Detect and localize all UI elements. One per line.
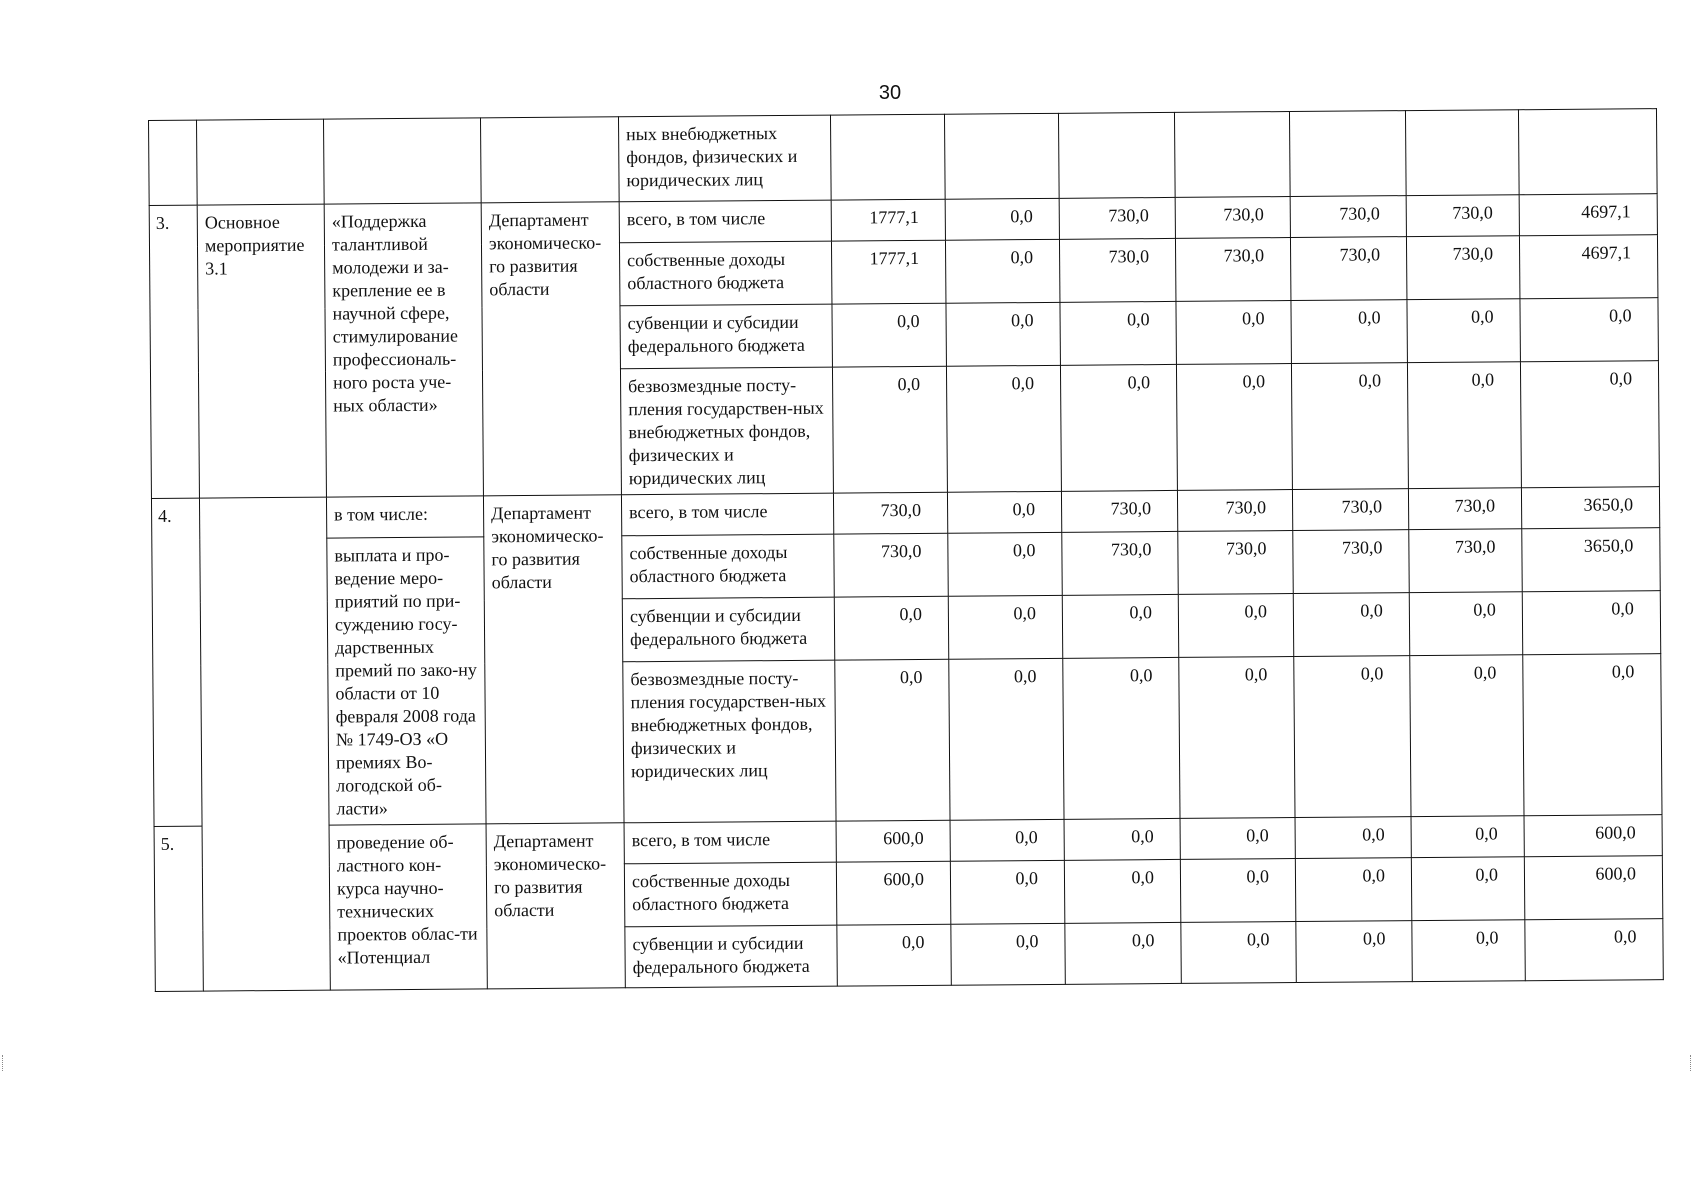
- cell-empty: [1174, 112, 1290, 198]
- cell-empty: [1518, 109, 1657, 195]
- value-cell: 0,0: [1410, 655, 1524, 817]
- value-cell: 0,0: [1520, 361, 1659, 488]
- value-cell: 3650,0: [1522, 528, 1660, 592]
- value-cell: 1777,1: [831, 199, 945, 241]
- value-cell: 0,0: [950, 819, 1064, 861]
- row-executor: Департамент экономическо-го развития области: [483, 495, 624, 824]
- row-executor: Департамент экономическо-го развития области: [486, 823, 625, 989]
- row-status: Основное мероприятие 3.1: [197, 204, 326, 498]
- value-cell: 0,0: [950, 860, 1064, 924]
- value-cell: 0,0: [1520, 298, 1658, 362]
- source-label: всего, в том числе: [621, 493, 833, 536]
- value-cell: 730,0: [833, 492, 947, 534]
- value-cell: 3650,0: [1521, 487, 1659, 529]
- row-subtitle: в том числе:: [326, 496, 483, 538]
- value-cell: 730,0: [1059, 197, 1175, 239]
- budget-table-wrapper: [148, 108, 1664, 992]
- source-label: собственные доходы областного бюджета: [622, 534, 834, 599]
- value-cell: 730,0: [1408, 488, 1521, 530]
- value-cell: 600,0: [1524, 856, 1662, 920]
- cell-empty: [323, 118, 481, 204]
- value-cell: 0,0: [1181, 922, 1296, 984]
- value-cell: 0,0: [1060, 364, 1177, 491]
- value-cell: 0,0: [1295, 858, 1411, 922]
- source-label: собственные доходы областного бюджета: [624, 862, 836, 927]
- value-cell: 0,0: [1293, 593, 1409, 657]
- cell-empty: [1405, 110, 1519, 196]
- value-cell: 0,0: [1065, 922, 1181, 984]
- value-cell: 4697,1: [1519, 194, 1657, 236]
- value-cell: 0,0: [1060, 301, 1176, 365]
- value-cell: 730,0: [834, 533, 948, 597]
- value-cell: 0,0: [1294, 656, 1411, 818]
- value-cell: 0,0: [1522, 591, 1660, 655]
- scan-margin-mark: [2, 1055, 4, 1071]
- source-label: безвозмездные посту-пления государствен-ных внебюджетных фондов, физических и юридических лиц: [620, 367, 833, 495]
- value-cell: 0,0: [1063, 657, 1180, 819]
- value-cell: 0,0: [1176, 364, 1292, 491]
- source-label: безвозмездные посту-пления государствен-ных внебюджетных фондов, физических и юридических лиц: [623, 660, 836, 823]
- value-cell: 0,0: [1180, 818, 1295, 860]
- value-cell: 0,0: [1411, 857, 1524, 921]
- value-cell: 0,0: [1180, 859, 1295, 923]
- value-cell: 0,0: [1295, 817, 1411, 859]
- cell-empty: [149, 120, 198, 205]
- row-name: выплата и про-ведение меро-приятий по при-суждению госу-дарственных премий по зако-ну области от 10 февраля 2008 года № 1749-ОЗ «О премиях Во-логодской об-ласти»: [327, 537, 486, 825]
- value-cell: 0,0: [1409, 592, 1522, 656]
- value-cell: 730,0: [1406, 236, 1519, 300]
- value-cell: 0,0: [947, 491, 1061, 533]
- value-cell: 0,0: [1407, 362, 1521, 489]
- value-cell: 730,0: [1290, 237, 1406, 301]
- cell-empty: [1289, 111, 1406, 197]
- value-cell: 0,0: [1064, 859, 1180, 923]
- value-cell: 0,0: [1411, 816, 1524, 858]
- value-cell: 0,0: [946, 365, 1061, 492]
- value-cell: 0,0: [951, 923, 1065, 985]
- value-cell: 730,0: [1406, 195, 1519, 237]
- row-index: 3.: [149, 205, 199, 498]
- page-number: 30: [878, 82, 902, 104]
- table-row: [149, 109, 1658, 206]
- value-cell: 1777,1: [831, 240, 945, 304]
- cell-empty: [197, 119, 325, 205]
- value-cell: 600,0: [836, 861, 950, 925]
- value-cell: 0,0: [949, 658, 1064, 820]
- value-cell: 0,0: [945, 239, 1059, 303]
- value-cell: 730,0: [1175, 197, 1290, 239]
- value-cell: 0,0: [1523, 654, 1662, 816]
- value-cell: 600,0: [836, 820, 950, 862]
- value-cell: 0,0: [948, 595, 1062, 659]
- value-cell: 0,0: [1291, 300, 1407, 364]
- value-cell: 0,0: [1179, 657, 1295, 819]
- value-cell: 0,0: [1178, 594, 1293, 658]
- value-cell: 0,0: [1525, 919, 1663, 981]
- row-name: проведение об-ластного кон-курса научно-технических проектов облас-ти «Потенциал: [329, 824, 487, 990]
- cell-empty: [944, 113, 1059, 199]
- value-cell: 0,0: [837, 924, 951, 986]
- cell-empty: [1058, 112, 1175, 198]
- cell-empty: [199, 497, 330, 991]
- source-label: субвенции и субсидии федерального бюджета: [620, 304, 832, 369]
- value-cell: 730,0: [1290, 196, 1406, 238]
- source-label: всего, в том числе: [624, 821, 836, 864]
- value-cell: 0,0: [945, 198, 1059, 240]
- source-label: субвенции и субсидии федерального бюджета: [622, 597, 834, 662]
- value-cell: 730,0: [1062, 531, 1178, 595]
- value-cell: 0,0: [832, 366, 947, 493]
- row-executor: Департамент экономическо-го развития области: [481, 202, 621, 496]
- value-cell: 0,0: [1291, 363, 1408, 490]
- cell-empty: [830, 114, 945, 200]
- value-cell: 0,0: [1062, 594, 1178, 658]
- cell-empty: [480, 117, 619, 203]
- value-cell: 730,0: [1293, 530, 1409, 594]
- budget-table: [148, 108, 1664, 992]
- value-cell: 0,0: [835, 659, 950, 821]
- value-cell: 0,0: [834, 596, 948, 660]
- value-cell: 730,0: [1175, 238, 1290, 302]
- value-cell: 730,0: [1177, 490, 1292, 532]
- value-cell: 0,0: [1412, 920, 1525, 982]
- source-label: ных внебюджетных фондов, физических и юридических лиц: [618, 115, 831, 202]
- row-index: 4.: [151, 498, 202, 826]
- value-cell: 730,0: [1059, 238, 1175, 302]
- value-cell: 0,0: [1064, 818, 1180, 860]
- value-cell: 730,0: [1178, 531, 1293, 595]
- row-index: 5.: [154, 826, 203, 991]
- value-cell: 0,0: [1176, 301, 1291, 365]
- scan-margin-mark: [1690, 1055, 1692, 1071]
- value-cell: 4697,1: [1519, 235, 1657, 299]
- table-row: [152, 528, 1660, 603]
- source-label: всего, в том числе: [619, 200, 831, 243]
- value-cell: 0,0: [1296, 921, 1412, 983]
- value-cell: 730,0: [1061, 490, 1177, 532]
- row-name: «Поддержка талантливой молодежи и за-крепление ее в научной сфере, стимулирование профессиональ-ного роста уче-ных области»: [324, 203, 483, 497]
- value-cell: 0,0: [832, 303, 946, 367]
- source-label: собственные доходы областного бюджета: [619, 241, 831, 306]
- value-cell: 0,0: [948, 532, 1062, 596]
- value-cell: 730,0: [1292, 489, 1408, 531]
- source-label: субвенции и субсидии федерального бюджета: [625, 925, 837, 988]
- value-cell: 0,0: [1407, 299, 1520, 363]
- value-cell: 0,0: [946, 302, 1060, 366]
- value-cell: 730,0: [1409, 529, 1522, 593]
- value-cell: 600,0: [1524, 815, 1662, 857]
